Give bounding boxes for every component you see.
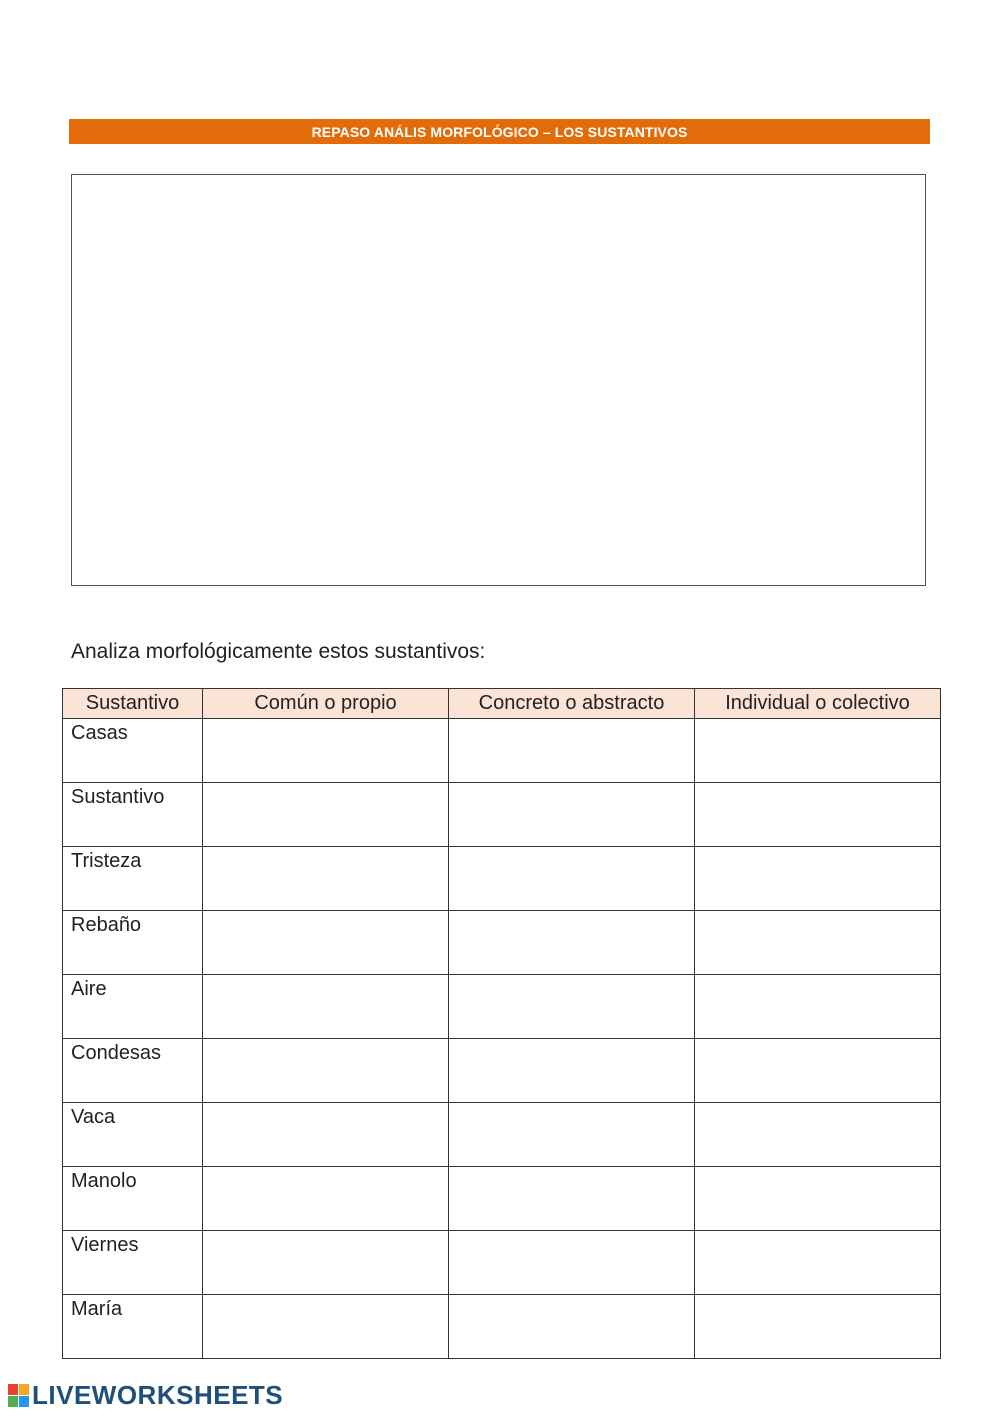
table-header-row (63, 689, 941, 719)
answer-cell-comun[interactable] (203, 1103, 449, 1167)
answer-cell-comun[interactable] (203, 1231, 449, 1295)
answer-box[interactable] (71, 174, 926, 586)
column-header: Sustantivo (63, 689, 203, 719)
answer-cell-comun[interactable] (203, 847, 449, 911)
answer-cell-concreto[interactable] (449, 783, 695, 847)
answer-cell-concreto[interactable] (449, 1167, 695, 1231)
answer-cell-concreto[interactable] (449, 1295, 695, 1359)
answer-cell-concreto[interactable] (449, 1103, 695, 1167)
answer-cell-concreto[interactable] (449, 1039, 695, 1103)
answer-cell-comun[interactable] (203, 975, 449, 1039)
answer-cell-comun[interactable] (203, 1039, 449, 1103)
noun-cell: Viernes (63, 1231, 203, 1295)
nouns-table (62, 688, 941, 1359)
column-header: Concreto o abstracto (449, 689, 695, 719)
table-row (63, 719, 941, 783)
noun-cell: Rebaño (63, 911, 203, 975)
table-row (63, 975, 941, 1039)
answer-cell-comun[interactable] (203, 1295, 449, 1359)
answer-cell-comun[interactable] (203, 719, 449, 783)
answer-cell-concreto[interactable] (449, 975, 695, 1039)
liveworksheets-logo[interactable] (8, 1380, 283, 1410)
noun-cell: Casas (63, 719, 203, 783)
table-row (63, 1295, 941, 1359)
table-row (63, 1231, 941, 1295)
answer-cell-comun[interactable] (203, 1167, 449, 1231)
answer-cell-individual[interactable] (695, 975, 941, 1039)
answer-cell-comun[interactable] (203, 911, 449, 975)
table-row (63, 1103, 941, 1167)
table-row (63, 1039, 941, 1103)
answer-cell-individual[interactable] (695, 1167, 941, 1231)
column-header: Individual o colectivo (695, 689, 941, 719)
answer-cell-individual[interactable] (695, 847, 941, 911)
noun-cell: Aire (63, 975, 203, 1039)
noun-cell: Manolo (63, 1167, 203, 1231)
logo-text: LIVEWORKSHEETS (32, 1379, 284, 1410)
answer-cell-individual[interactable] (695, 719, 941, 783)
noun-cell: Vaca (63, 1103, 203, 1167)
noun-cell: Tristeza (63, 847, 203, 911)
noun-cell: Sustantivo (63, 783, 203, 847)
noun-cell: María (63, 1295, 203, 1359)
table-row (63, 911, 941, 975)
instruction-text: Analiza morfológicamente estos sustantivos: (71, 640, 486, 663)
table-row (63, 847, 941, 911)
table-row (63, 783, 941, 847)
answer-cell-concreto[interactable] (449, 847, 695, 911)
answer-cell-comun[interactable] (203, 783, 449, 847)
answer-cell-individual[interactable] (695, 911, 941, 975)
answer-cell-individual[interactable] (695, 1231, 941, 1295)
answer-cell-concreto[interactable] (449, 1231, 695, 1295)
answer-cell-concreto[interactable] (449, 911, 695, 975)
answer-cell-individual[interactable] (695, 1103, 941, 1167)
table-row (63, 1167, 941, 1231)
noun-cell: Condesas (63, 1039, 203, 1103)
worksheet-title: REPASO ANÁLIS MORFOLÓGICO – LOS SUSTANTIVOS (69, 119, 930, 144)
answer-cell-individual[interactable] (695, 1039, 941, 1103)
answer-cell-individual[interactable] (695, 1295, 941, 1359)
logo-blocks-icon (8, 1384, 29, 1407)
column-header: Común o propio (203, 689, 449, 719)
answer-cell-concreto[interactable] (449, 719, 695, 783)
answer-cell-individual[interactable] (695, 783, 941, 847)
